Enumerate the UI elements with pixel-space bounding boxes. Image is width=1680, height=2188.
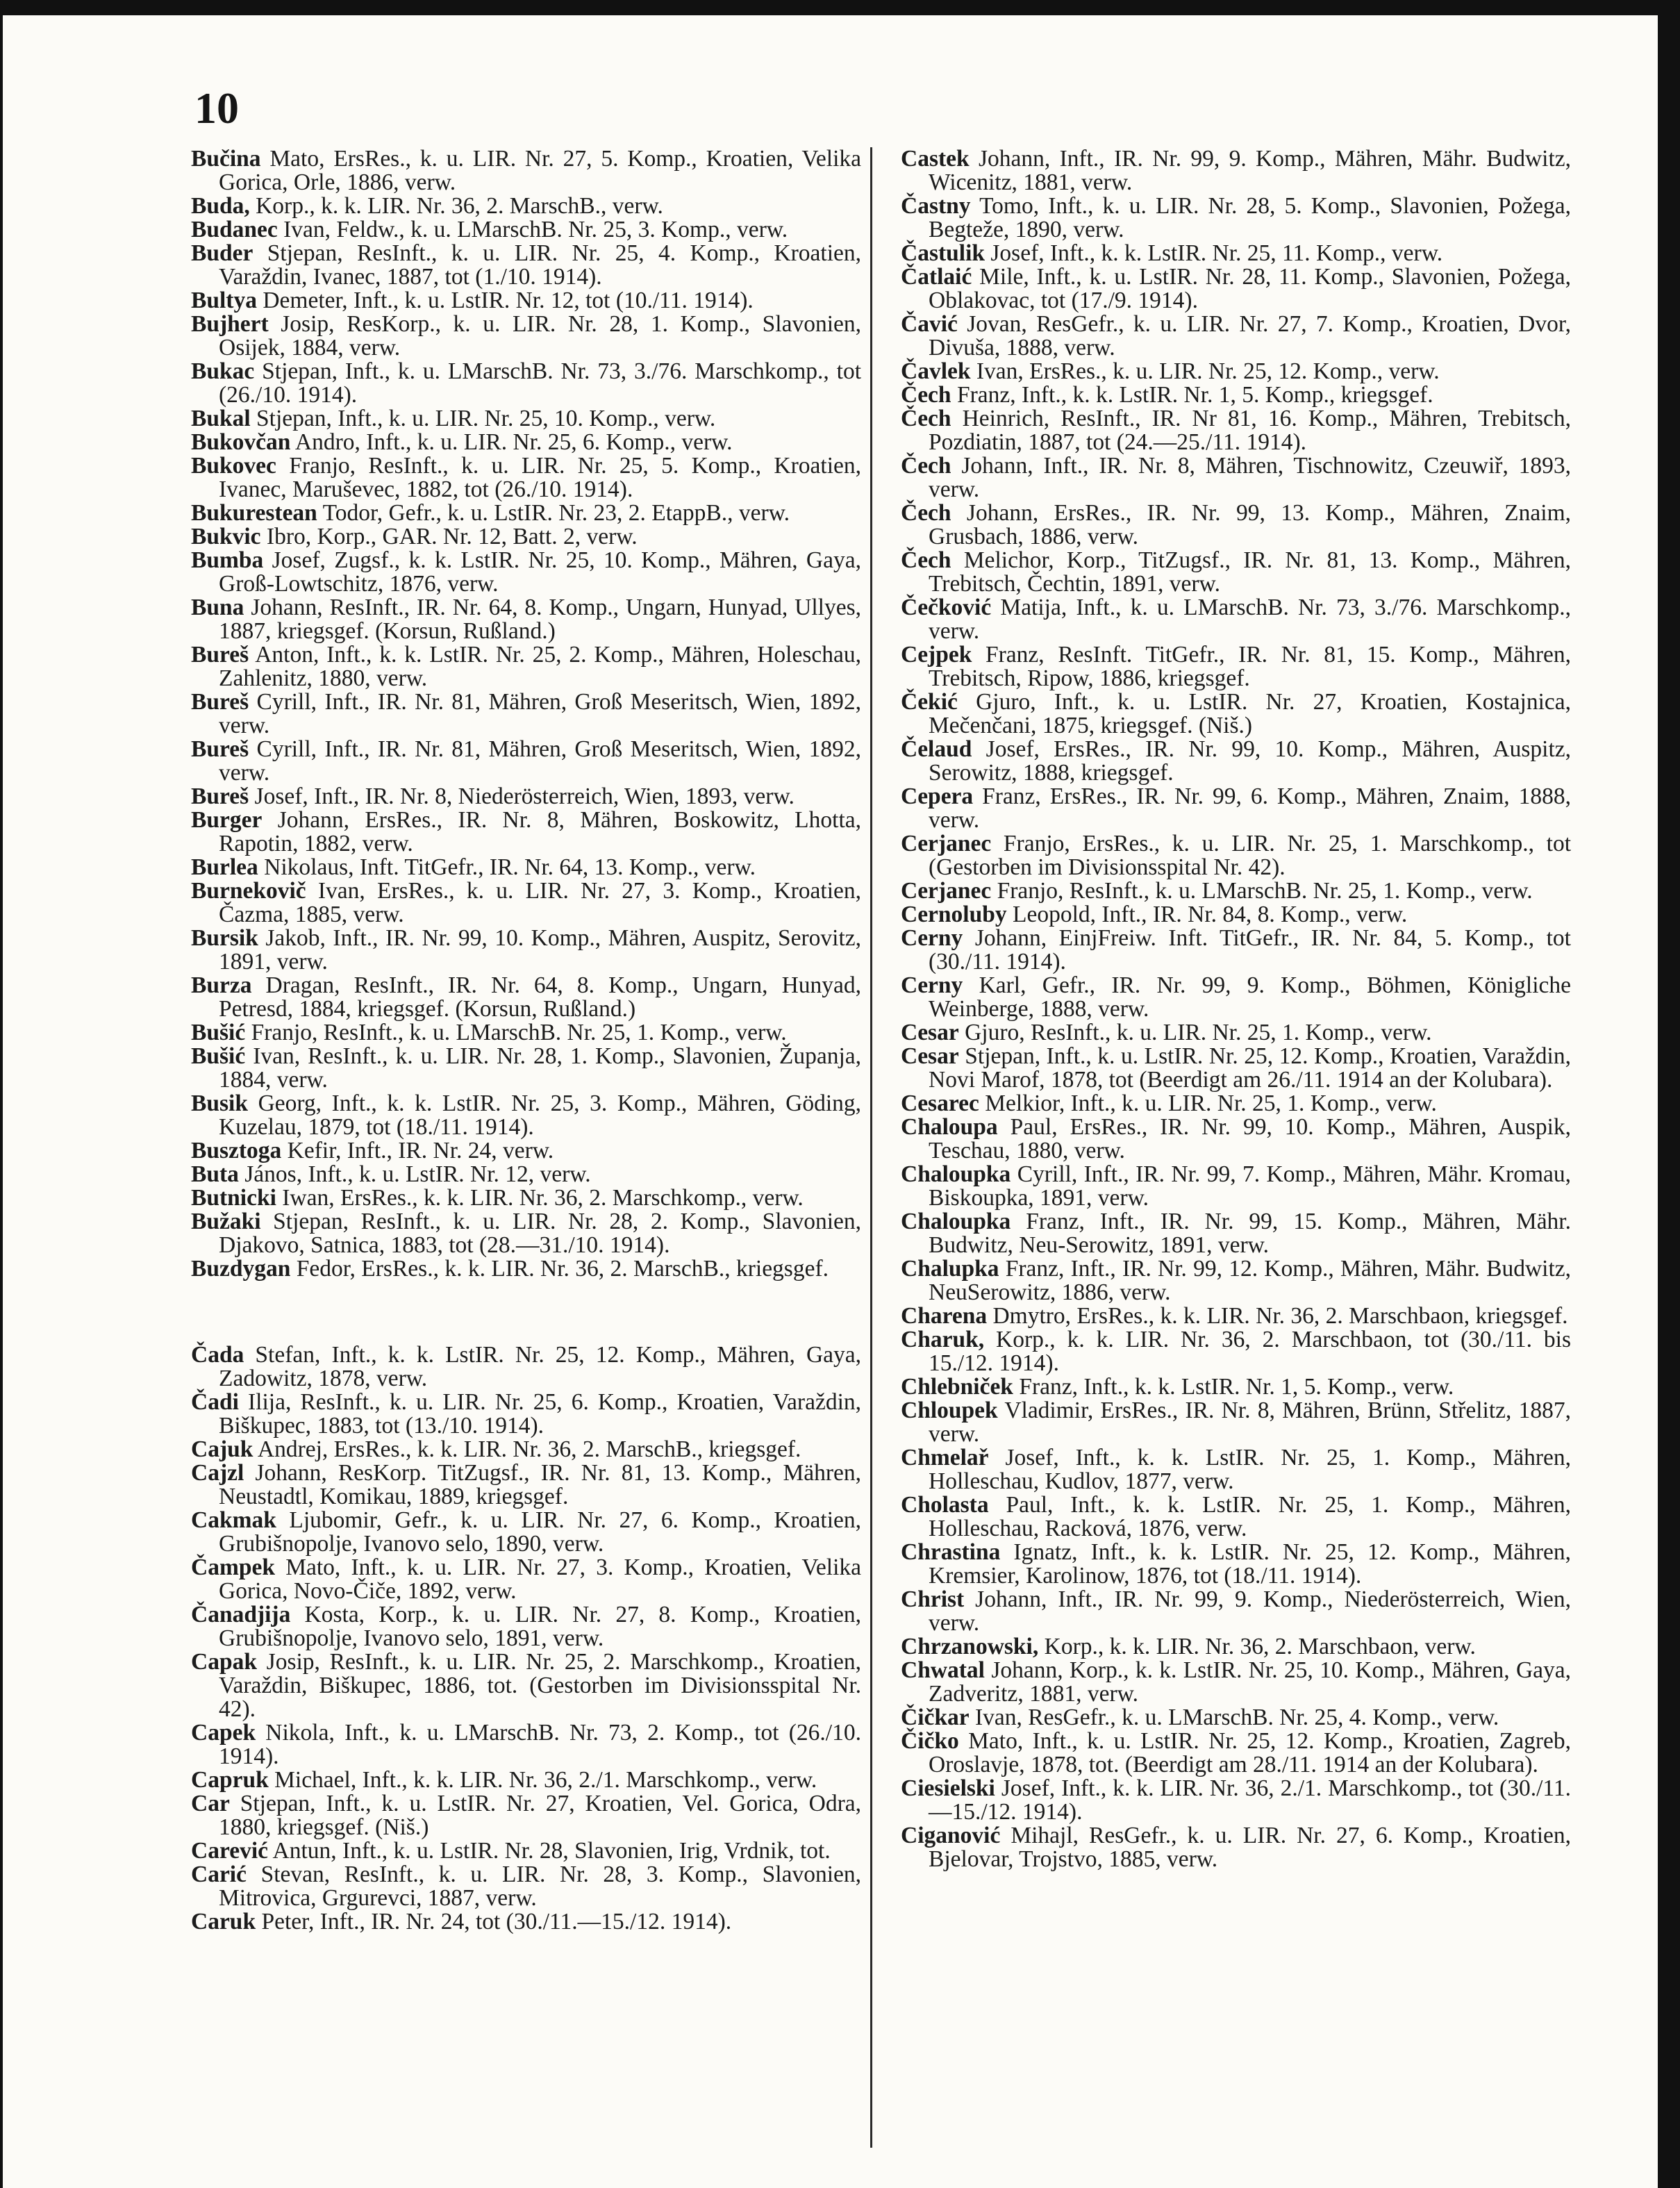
list-item — [191, 690, 861, 738]
entry-surname: Bukovec — [191, 453, 276, 479]
list-item — [191, 218, 861, 242]
entry-details: Andro, Inft., k. u. LIR. Nr. 25, 6. Komp., verw. — [294, 429, 733, 455]
entry-surname: Bušić — [191, 1020, 246, 1045]
list-item — [191, 313, 861, 360]
entry-details: Paul, ErsRes., IR. Nr. 99, 10. Komp., Mähren, Auspik, Teschau, 1880, verw. — [929, 1114, 1572, 1163]
entry-surname: Chrastina — [901, 1539, 1001, 1565]
entry-surname: Čech — [901, 500, 951, 526]
entry-surname: Busztoga — [191, 1138, 282, 1163]
list-item — [901, 1446, 1571, 1493]
entry-details: Johann, ErsRes., IR. Nr. 8, Mähren, Boskowitz, Lhotta, Rapotin, 1882, verw. — [219, 807, 862, 856]
list-item — [901, 1045, 1571, 1092]
entry-details: Ivan, ResInft., k. u. LIR. Nr. 28, 1. Komp., Slavonien, Županja, 1884, verw. — [219, 1043, 861, 1093]
entry-details: Mile, Inft., k. u. LstIR. Nr. 28, 11. Komp., Slavonien, Požega, Oblakovac, tot (17./9. 1914). — [929, 264, 1571, 313]
entry-details: Gjuro, ResInft., k. u. LIR. Nr. 25, 1. Komp., verw. — [965, 1020, 1432, 1045]
list-item — [901, 1092, 1571, 1116]
list-item — [901, 1399, 1571, 1446]
entry-details: Leopold, Inft., IR. Nr. 84, 8. Komp., verw. — [1013, 902, 1408, 927]
entry-details: Josef, ErsRes., IR. Nr. 99, 10. Komp., Mähren, Auspitz, Serowitz, 1888, kriegsgef. — [929, 736, 1571, 786]
entry-surname: Bumba — [191, 547, 264, 573]
entry-details: Fedor, ErsRes., k. k. LIR. Nr. 36, 2. MarschB., kriegsgef. — [296, 1256, 829, 1282]
entry-surname: Ciesielski — [901, 1775, 995, 1801]
entry-details: Stjepan, Inft., k. u. LstIR. Nr. 25, 12. Komp., Kroatien, Varaždin, Novi Marof, 1878, tot (Beerdigt am 26./11. 1914 an der Kolubara). — [929, 1043, 1571, 1093]
entry-details: Josef, Inft., k. k. LIR. Nr. 36, 2./1. Marschkomp., tot (30./11.—15./12. 1914). — [929, 1775, 1572, 1825]
list-item — [901, 194, 1571, 242]
list-item — [901, 879, 1571, 903]
entry-surname: Čavić — [901, 311, 958, 337]
entry-details: Dmytro, ErsRes., k. k. LIR. Nr. 36, 2. Marschbaon, kriegsgef. — [992, 1303, 1568, 1329]
entry-surname: Chlebniček — [901, 1374, 1013, 1400]
list-item — [191, 1509, 861, 1556]
entry-surname: Čech — [901, 453, 951, 479]
list-item — [191, 856, 861, 879]
entry-details: Ivan, ResGefr., k. u. LMarschB. Nr. 25, 4. Komp., verw. — [975, 1705, 1499, 1730]
list-item — [901, 360, 1571, 383]
entry-surname: Cesar — [901, 1043, 959, 1069]
entry-surname: Čech — [901, 382, 951, 408]
entry-details: Iwan, ErsRes., k. k. LIR. Nr. 36, 2. Marschkomp., verw. — [282, 1185, 804, 1211]
entry-details: Stefan, Inft., k. k. LstIR. Nr. 25, 12. Komp., Mähren, Gaya, Zadowitz, 1878, verw. — [219, 1342, 862, 1391]
entry-details: Anton, Inft., k. k. LstIR. Nr. 25, 2. Komp., Mähren, Holeschau, Zahlenitz, 1880, verw. — [219, 642, 861, 691]
list-item — [191, 1391, 861, 1438]
list-item — [191, 809, 861, 856]
entry-surname: Bureš — [191, 689, 249, 715]
entry-details: Johann, Inft., IR. Nr. 99, 9. Komp., Niederösterreich, Wien, verw. — [929, 1586, 1571, 1636]
entry-surname: Chaloupka — [901, 1161, 1011, 1187]
column-divider — [870, 147, 872, 2148]
entry-details: Stevan, ResInft., k. u. LIR. Nr. 28, 3. Komp., Slavonien, Mitrovica, Grgurevci, 1887, verw. — [219, 1862, 861, 1911]
list-item — [901, 1706, 1571, 1730]
entry-surname: Bukurestean — [191, 500, 317, 526]
entry-surname: Bultya — [191, 288, 257, 313]
entry-surname: Chloupek — [901, 1398, 998, 1423]
list-item — [901, 690, 1571, 738]
entry-surname: Bukal — [191, 406, 251, 431]
entry-surname: Carević — [191, 1838, 269, 1864]
list-item — [191, 1257, 861, 1281]
entry-details: Ivan, Feldw., k. u. LMarschB. Nr. 25, 3. Komp., verw. — [283, 217, 788, 242]
list-item — [191, 289, 861, 313]
entry-details: Heinrich, ResInft., IR. Nr 81, 16. Komp., Mähren, Trebitsch, Pozdiatin, 1887, tot (24.—25./11. 1914). — [929, 406, 1572, 455]
entry-details: Nikola, Inft., k. u. LMarschB. Nr. 73, 2. Komp., tot (26./10. 1914). — [219, 1720, 861, 1769]
entry-details: Ilija, ResInft., k. u. LIR. Nr. 25, 6. Komp., Kroatien, Varaždin, Biškupec, 1883, tot (13./10. 1914). — [219, 1389, 862, 1439]
entry-surname: Buta — [191, 1161, 239, 1187]
list-item — [901, 383, 1571, 407]
entry-details: Peter, Inft., IR. Nr. 24, tot (30./11.—15./12. 1914). — [261, 1909, 732, 1934]
entry-details: Johann, ResKorp. TitZugsf., IR. Nr. 81, 13. Komp., Mähren, Neustadtl, Komikau, 1889, kriegsgef. — [219, 1460, 862, 1509]
entry-surname: Burnekovič — [191, 878, 306, 904]
list-item — [901, 1210, 1571, 1257]
entry-details: Georg, Inft., k. k. LstIR. Nr. 25, 3. Komp., Mähren, Göding, Kuzelau, 1879, tot (18./11. 1914). — [219, 1091, 861, 1140]
entry-surname: Burlea — [191, 854, 258, 880]
document-page — [3, 15, 1658, 2188]
list-item — [901, 974, 1571, 1021]
entry-details: Korp., k. k. LIR. Nr. 36, 2. Marschbaon, verw. — [1044, 1634, 1476, 1659]
entry-details: Stjepan, Inft., k. u. LstIR. Nr. 27, Kroatien, Vel. Gorica, Odra, 1880, kriegsgef. (Niš.) — [219, 1791, 862, 1840]
entry-surname: Cajuk — [191, 1436, 253, 1462]
entry-surname: Cerny — [901, 972, 963, 998]
list-item — [191, 1163, 861, 1186]
entry-surname: Častulik — [901, 240, 985, 266]
list-item — [191, 454, 861, 502]
entry-surname: Capak — [191, 1649, 257, 1675]
entry-details: Matija, Inft., k. u. LMarschB. Nr. 73, 3./76. Marschkomp., verw. — [929, 595, 1571, 644]
entry-details: Cyrill, Inft., IR. Nr. 81, Mähren, Groß Meseritsch, Wien, 1892, verw. — [219, 689, 861, 738]
list-item — [191, 147, 861, 194]
entry-details: Antun, Inft., k. u. LstIR. Nr. 28, Slavonien, Irig, Vrdnik, tot. — [272, 1838, 831, 1864]
entry-surname: Capruk — [191, 1767, 269, 1793]
entry-surname: Ciganović — [901, 1823, 1001, 1848]
entry-surname: Chwatal — [901, 1657, 985, 1683]
entry-surname: Cerjanec — [901, 831, 992, 856]
entry-surname: Butnicki — [191, 1185, 276, 1211]
entry-details: Ignatz, Inft., k. k. LstIR. Nr. 25, 12. Komp., Mähren, Kremsier, Karolinow, 1876, tot (18./11. 1914). — [929, 1539, 1572, 1589]
list-item — [901, 454, 1571, 502]
list-item — [901, 738, 1571, 785]
entry-details: Stjepan, ResInft., k. u. LIR. Nr. 25, 4. Komp., Kroatien, Varaždin, Ivanec, 1887, tot (1./10. 1914). — [219, 240, 861, 290]
entry-details: Dragan, ResInft., IR. Nr. 64, 8. Komp., Ungarn, Hunyad, Petresd, 1884, kriegsgef. (Korsun, Rußland.) — [219, 972, 862, 1022]
list-item — [191, 1650, 861, 1721]
entry-surname: Cesar — [901, 1020, 959, 1045]
list-item — [901, 1635, 1571, 1659]
list-item — [901, 1824, 1571, 1871]
entry-details: Franz, Inft., IR. Nr. 99, 15. Komp., Mähren, Mähr. Budwitz, Neu-Serowitz, 1891, verw. — [929, 1209, 1571, 1258]
list-item — [901, 407, 1571, 454]
entry-details: Tomo, Inft., k. u. LIR. Nr. 28, 5. Komp., Slavonien, Požega, Begteže, 1890, verw. — [929, 193, 1571, 242]
entry-details: Vladimir, ErsRes., IR. Nr. 8, Mähren, Brünn, Střelitz, 1887, verw. — [929, 1398, 1571, 1447]
list-item — [191, 1556, 861, 1603]
entry-details: Franjo, ResInft., k. u. LMarschB. Nr. 25, 1. Komp., verw. — [997, 878, 1533, 904]
entry-details: Mihajl, ResGefr., k. u. LIR. Nr. 27, 6. Komp., Kroatien, Bjelovar, Trojstvo, 1885, verw. — [929, 1823, 1571, 1872]
list-item — [901, 549, 1571, 596]
entry-surname: Cejpek — [901, 642, 972, 668]
list-item — [901, 1588, 1571, 1635]
list-item — [191, 1186, 861, 1210]
list-item — [191, 1045, 861, 1092]
entry-surname: Christ — [901, 1586, 965, 1612]
entry-details: Johann, ResInft., IR. Nr. 64, 8. Komp., Ungarn, Hunyad, Ullyes, 1887, kriegsgef. (Korsun, Rußland.) — [219, 595, 861, 644]
entry-surname: Čičkar — [901, 1705, 970, 1730]
list-item — [901, 313, 1571, 360]
entry-details: Franz, ErsRes., IR. Nr. 99, 6. Komp., Mähren, Znaim, 1888, verw. — [929, 784, 1571, 833]
entry-details: Franz, Inft., k. k. LstIR. Nr. 1, 5. Komp., kriegsgef. — [956, 382, 1433, 408]
entry-surname: Budanec — [191, 217, 278, 242]
list-item — [901, 1777, 1571, 1824]
entry-surname: Buda, — [191, 193, 250, 219]
list-item — [191, 1721, 861, 1768]
entry-surname: Bužaki — [191, 1209, 261, 1234]
list-item — [901, 596, 1571, 643]
entry-details: Ibro, Korp., GAR. Nr. 12, Batt. 2, verw. — [266, 524, 638, 549]
entry-surname: Charena — [901, 1303, 988, 1329]
entry-surname: Čelaud — [901, 736, 972, 762]
entry-details: Korp., k. k. LIR. Nr. 36, 2. MarschB., verw. — [256, 193, 663, 219]
list-item — [191, 1863, 861, 1910]
entry-details: Johann, Inft., IR. Nr. 8, Mähren, Tischnowitz, Czeuwiř, 1893, verw. — [929, 453, 1571, 502]
list-item — [191, 549, 861, 596]
entry-surname: Čampek — [191, 1555, 275, 1580]
list-item — [901, 1021, 1571, 1045]
entry-surname: Bukovčan — [191, 429, 291, 455]
entry-details: Kosta, Korp., k. u. LIR. Nr. 27, 8. Komp., Kroatien, Grubišnopolje, Ivanovo selo, 1891, verw. — [219, 1602, 861, 1651]
entry-details: Josip, ResInft., k. u. LIR. Nr. 25, 2. Marschkomp., Kroatien, Varaždin, Biškupec, 1886, tot. (Gestorben im Divisionsspital Nr. 42). — [219, 1649, 861, 1722]
entry-surname: Chaloupa — [901, 1114, 998, 1140]
list-item — [901, 265, 1571, 313]
entry-surname: Bursik — [191, 925, 258, 951]
list-item — [191, 1139, 861, 1163]
entry-surname: Cakmak — [191, 1507, 276, 1533]
list-item — [191, 1438, 861, 1461]
entry-details: Paul, Inft., k. k. LstIR. Nr. 25, 1. Komp., Mähren, Holleschau, Racková, 1876, verw. — [929, 1492, 1572, 1541]
entry-surname: Čanadjija — [191, 1602, 291, 1627]
entry-surname: Bureš — [191, 736, 249, 762]
entry-surname: Castek — [901, 146, 970, 172]
list-item — [901, 242, 1571, 265]
entry-surname: Burza — [191, 972, 252, 998]
entry-details: Stjepan, ResInft., k. u. LIR. Nr. 28, 2. Komp., Slavonien, Djakovo, Satnica, 1883, tot (28.—31./10. 1914). — [219, 1209, 861, 1258]
entry-details: Cyrill, Inft., IR. Nr. 99, 7. Komp., Mähren, Mähr. Kromau, Biskoupka, 1891, verw. — [929, 1161, 1571, 1211]
entry-surname: Cerny — [901, 925, 963, 951]
list-item — [901, 903, 1571, 927]
entry-details: Stjepan, Inft., k. u. LIR. Nr. 25, 10. Komp., verw. — [256, 406, 716, 431]
page-number: 10 — [194, 83, 239, 133]
entry-surname: Čekić — [901, 689, 958, 715]
entry-details: Korp., k. k. LIR. Nr. 36, 2. Marschbaon, tot (30./11. bis 15./12. 1914). — [929, 1327, 1572, 1376]
list-item — [901, 1730, 1571, 1777]
entry-details: Mato, Inft., k. u. LstIR. Nr. 25, 12. Komp., Kroatien, Zagreb, Oroslavje, 1878, tot. (Beerdigt am 28./11. 1914 an der Kolubara). — [929, 1728, 1572, 1777]
entry-details: Franjo, ResInft., k. u. LMarschB. Nr. 25, 1. Komp., verw. — [251, 1020, 787, 1045]
entry-details: Johann, EinjFreiw. Inft. TitGefr., IR. Nr. 84, 5. Komp., tot (30./11. 1914). — [929, 925, 1571, 975]
entry-surname: Čech — [901, 406, 951, 431]
entry-details: Josef, Inft., k. k. LstIR. Nr. 25, 11. Komp., verw. — [990, 240, 1443, 266]
list-item — [191, 502, 861, 525]
list-item — [191, 738, 861, 785]
entry-surname: Buzdygan — [191, 1256, 291, 1282]
entry-details: Josef, Zugsf., k. k. LstIR. Nr. 25, 10. Komp., Mähren, Gaya, Groß-Lowtschitz, 1876, verw. — [219, 547, 861, 597]
entry-surname: Capek — [191, 1720, 256, 1746]
entry-surname: Caruk — [191, 1909, 256, 1934]
entry-details: Nikolaus, Inft. TitGefr., IR. Nr. 64, 13. Komp., verw. — [264, 854, 756, 880]
entry-surname: Cholasta — [901, 1492, 989, 1518]
entry-surname: Carić — [191, 1862, 247, 1887]
entry-details: Johann, ErsRes., IR. Nr. 99, 13. Komp., Mähren, Znaim, Grusbach, 1886, verw. — [929, 500, 1571, 549]
entry-details: Karl, Gefr., IR. Nr. 99, 9. Komp., Böhmen, Königliche Weinberge, 1888, verw. — [929, 972, 1571, 1022]
entry-surname: Bukvic — [191, 524, 261, 549]
list-item — [901, 1541, 1571, 1588]
entry-surname: Busik — [191, 1091, 248, 1116]
entry-details: Andrej, ErsRes., k. k. LIR. Nr. 36, 2. MarschB., kriegsgef. — [257, 1436, 801, 1462]
entry-surname: Čada — [191, 1342, 244, 1368]
entry-details: Mato, ErsRes., k. u. LIR. Nr. 27, 5. Komp., Kroatien, Velika Gorica, Orle, 1886, verw. — [219, 146, 862, 195]
entry-surname: Čadi — [191, 1389, 239, 1415]
list-item — [191, 1343, 861, 1391]
entry-surname: Čech — [901, 547, 951, 573]
list-item — [191, 431, 861, 454]
list-item — [191, 1792, 861, 1839]
left-column — [191, 147, 861, 1934]
entry-details: Jovan, ResGefr., k. u. LIR. Nr. 27, 7. Komp., Kroatien, Dvor, Divuša, 1888, verw. — [929, 311, 1572, 360]
entry-details: Franjo, ErsRes., k. u. LIR. Nr. 25, 1. Marschkomp., tot (Gestorben im Divisionsspital Nr. 42). — [929, 831, 1571, 880]
entry-surname: Burger — [191, 807, 263, 833]
entry-details: Ljubomir, Gefr., k. u. LIR. Nr. 27, 6. Komp., Kroatien, Grubišnopolje, Ivanovo selo, 1890, verw. — [219, 1507, 862, 1557]
list-item — [191, 927, 861, 974]
entry-details: Melkior, Inft., k. u. LIR. Nr. 25, 1. Komp., verw. — [985, 1091, 1437, 1116]
entry-details: Cyrill, Inft., IR. Nr. 81, Mähren, Groß Meseritsch, Wien, 1892, verw. — [219, 736, 861, 786]
entry-surname: Čavlek — [901, 358, 971, 384]
entry-surname: Chmelař — [901, 1445, 989, 1470]
entry-details: Franz, Inft., k. k. LstIR. Nr. 1, 5. Komp., verw. — [1019, 1374, 1454, 1400]
list-item — [191, 1603, 861, 1650]
list-item — [191, 643, 861, 690]
list-item — [901, 927, 1571, 974]
entry-surname: Čečković — [901, 595, 992, 620]
entry-details: Melichor, Korp., TitZugsf., IR. Nr. 81, 13. Komp., Mähren, Trebitsch, Čechtin, 1891, verw. — [929, 547, 1571, 597]
entry-details: Stjepan, Inft., k. u. LMarschB. Nr. 73, 3./76. Marschkomp., tot (26./10. 1914). — [219, 358, 862, 408]
list-item — [191, 1092, 861, 1139]
entry-surname: Buder — [191, 240, 253, 266]
entry-details: Ivan, ErsRes., k. u. LIR. Nr. 27, 3. Komp., Kroatien, Čazma, 1885, verw. — [219, 878, 861, 927]
entry-surname: Buna — [191, 595, 244, 620]
list-item — [191, 1768, 861, 1792]
list-item — [901, 1163, 1571, 1210]
entry-details: Josef, Inft., IR. Nr. 8, Niederösterreich, Wien, 1893, verw. — [254, 784, 795, 809]
entry-details: Gjuro, Inft., k. u. LstIR. Nr. 27, Kroatien, Kostajnica, Mečenčani, 1875, kriegsgef. (Niš.) — [929, 689, 1572, 738]
entry-surname: Čatlaić — [901, 264, 972, 290]
entry-surname: Bujhert — [191, 311, 269, 337]
list-item — [901, 785, 1571, 832]
entry-surname: Chaloupka — [901, 1209, 1011, 1234]
entry-surname: Bureš — [191, 784, 249, 809]
entry-details: Josef, Inft., k. k. LstIR. Nr. 25, 1. Komp., Mähren, Holleschau, Kudlov, 1877, verw. — [929, 1445, 1571, 1494]
list-item — [901, 1493, 1571, 1541]
list-item — [191, 525, 861, 549]
entry-surname: Častny — [901, 193, 971, 219]
entry-surname: Cepera — [901, 784, 974, 809]
entry-details: Franz, ResInft. TitGefr., IR. Nr. 81, 15. Komp., Mähren, Trebitsch, Ripow, 1886, kriegsgef. — [929, 642, 1571, 691]
entry-surname: Chalupka — [901, 1256, 999, 1282]
entry-details: Johann, Korp., k. k. LstIR. Nr. 25, 10. Komp., Mähren, Gaya, Zadveritz, 1881, verw. — [929, 1657, 1571, 1707]
list-item — [191, 596, 861, 643]
entry-surname: Cernoluby — [901, 902, 1007, 927]
list-item — [191, 1839, 861, 1863]
list-item — [191, 407, 861, 431]
entry-details: Kefir, Inft., IR. Nr. 24, verw. — [287, 1138, 554, 1163]
list-item — [901, 502, 1571, 549]
list-item — [191, 1210, 861, 1257]
entry-details: Michael, Inft., k. k. LIR. Nr. 36, 2./1. Marschkomp., verw. — [274, 1767, 817, 1793]
entry-details: Mato, Inft., k. u. LIR. Nr. 27, 3. Komp., Kroatien, Velika Gorica, Novo-Čiče, 1892, verw. — [219, 1555, 861, 1604]
list-item — [191, 1021, 861, 1045]
list-item — [191, 785, 861, 809]
list-item — [901, 1659, 1571, 1706]
list-item — [191, 974, 861, 1021]
section-gap — [191, 1281, 861, 1343]
list-item — [901, 643, 1571, 690]
list-item — [191, 194, 861, 218]
entry-surname: Cesarec — [901, 1091, 979, 1116]
list-item — [901, 1375, 1571, 1399]
entry-surname: Car — [191, 1791, 230, 1816]
entry-details: Johann, Inft., IR. Nr. 99, 9. Komp., Mähren, Mähr. Budwitz, Wicenitz, 1881, verw. — [929, 146, 1571, 195]
entry-surname: Bureš — [191, 642, 249, 668]
entry-surname: Cerjanec — [901, 878, 992, 904]
entry-details: Franjo, ResInft., k. u. LIR. Nr. 25, 5. Komp., Kroatien, Ivanec, Maruševec, 1882, tot (26./10. 1914). — [219, 453, 862, 502]
right-column — [901, 147, 1571, 1871]
list-item — [191, 1910, 861, 1934]
entry-details: Jakob, Inft., IR. Nr. 99, 10. Komp., Mähren, Auspitz, Serovitz, 1891, verw. — [219, 925, 862, 975]
entry-surname: Bušić — [191, 1043, 246, 1069]
entry-details: Ivan, ErsRes., k. u. LIR. Nr. 25, 12. Komp., verw. — [976, 358, 1440, 384]
list-item — [901, 1257, 1571, 1304]
entry-details: Todor, Gefr., k. u. LstIR. Nr. 23, 2. EtappB., verw. — [322, 500, 790, 526]
entry-surname: Bučina — [191, 146, 261, 172]
list-item — [901, 832, 1571, 879]
list-item — [191, 242, 861, 289]
entry-surname: Cajzl — [191, 1460, 244, 1486]
entry-surname: Charuk, — [901, 1327, 985, 1352]
list-item — [901, 1328, 1571, 1375]
list-item — [901, 147, 1571, 194]
entry-surname: Chrzanowski, — [901, 1634, 1039, 1659]
entry-surname: Bukac — [191, 358, 255, 384]
entry-details: Franz, Inft., IR. Nr. 99, 12. Komp., Mähren, Mähr. Budwitz, NeuSerowitz, 1886, verw. — [929, 1256, 1571, 1305]
entry-details: Josip, ResKorp., k. u. LIR. Nr. 28, 1. Komp., Slavonien, Osijek, 1884, verw. — [219, 311, 861, 360]
entry-details: János, Inft., k. u. LstIR. Nr. 12, verw. — [244, 1161, 591, 1187]
list-item — [191, 879, 861, 927]
list-item — [191, 360, 861, 407]
list-item — [191, 1461, 861, 1509]
entry-details: Demeter, Inft., k. u. LstIR. Nr. 12, tot (10./11. 1914). — [263, 288, 754, 313]
list-item — [901, 1304, 1571, 1328]
list-item — [901, 1116, 1571, 1163]
entry-surname: Čičko — [901, 1728, 959, 1754]
